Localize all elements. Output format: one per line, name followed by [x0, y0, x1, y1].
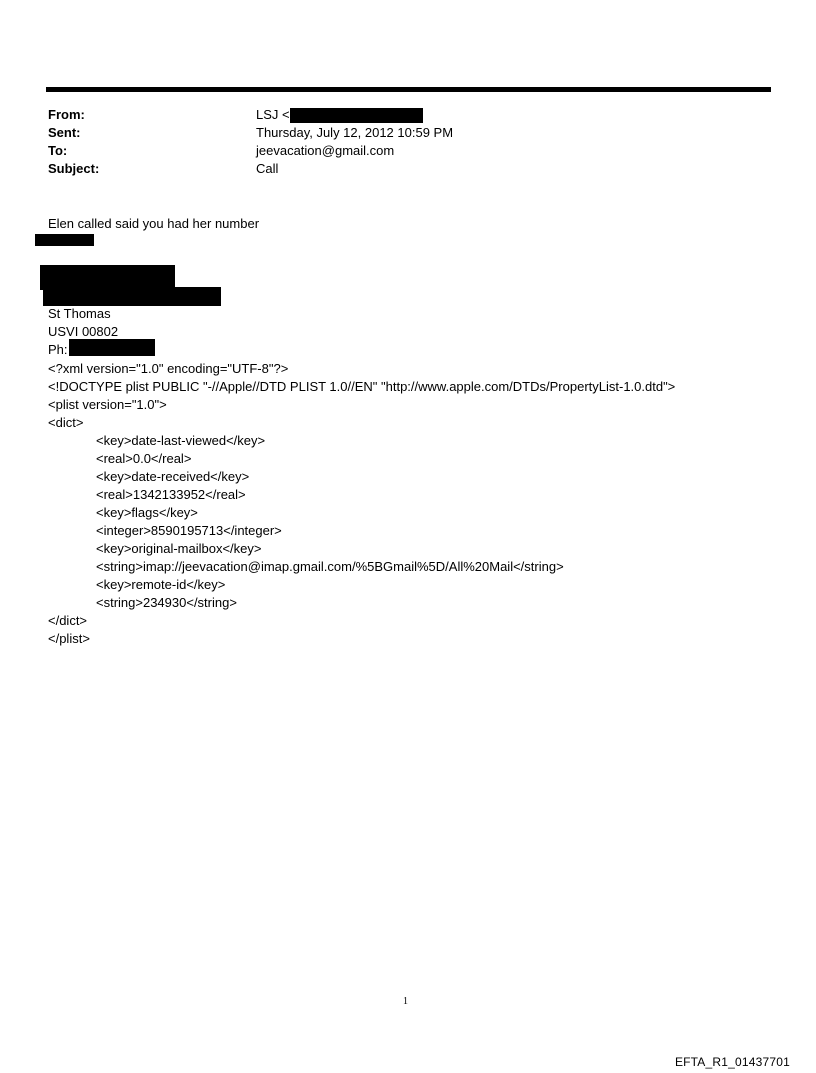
sent-label: Sent: — [48, 125, 81, 140]
message-text: Elen called said you had her number — [48, 216, 260, 231]
plist-dict-line: <key>flags</key> — [96, 505, 198, 520]
plist-doctype: <!DOCTYPE plist PUBLIC "-//Apple//DTD PLIST 1.0//EN" "http://www.apple.com/DTDs/PropertyList-1.0.dtd"> — [48, 379, 676, 394]
from-email-redaction — [290, 108, 423, 123]
to-row — [48, 142, 748, 160]
address-postal: USVI 00802 — [48, 324, 119, 339]
sent-row — [48, 124, 748, 142]
header-rule — [46, 87, 771, 92]
plist-xml-declaration: <?xml version="1.0" encoding="UTF-8"?> — [48, 361, 289, 376]
to-value: jeevacation@gmail.com — [256, 143, 395, 158]
from-value — [256, 106, 423, 124]
plist-dict-line: <string>imap://jeevacation@imap.gmail.com/%5BGmail%5D/All%20Mail</string> — [96, 559, 564, 574]
plist-dict-line: <key>remote-id</key> — [96, 577, 226, 592]
from-label: From: — [48, 107, 85, 122]
plist-dict-line: <key>date-received</key> — [96, 469, 250, 484]
plist-open-tag: <plist version="1.0"> — [48, 397, 167, 412]
phone-label: Ph: — [48, 342, 68, 357]
subject-row — [48, 160, 748, 178]
phone-line — [48, 341, 68, 359]
to-label: To: — [48, 143, 68, 158]
from-name: LSJ < — [256, 107, 290, 122]
sent-value: Thursday, July 12, 2012 10:59 PM — [256, 125, 454, 140]
dict-open-tag: <dict> — [48, 415, 84, 430]
plist-dict-line: <string>234930</string> — [96, 595, 237, 610]
plist-close-tag: </plist> — [48, 631, 90, 646]
subject-label: Subject: — [48, 161, 100, 176]
from-row — [48, 106, 748, 124]
plist-dict-line: <key>original-mailbox</key> — [96, 541, 262, 556]
address-city: St Thomas — [48, 306, 111, 321]
plist-dict-line: <key>date-last-viewed</key> — [96, 433, 266, 448]
signature-redaction-3 — [43, 287, 221, 306]
bates-number: EFTA_R1_01437701 — [674, 1055, 790, 1069]
dict-close-tag: </dict> — [48, 613, 88, 628]
subject-value: Call — [256, 161, 279, 176]
phone-redaction — [69, 339, 155, 356]
page-number: 1 — [403, 996, 408, 1007]
plist-dict-line: <integer>8590195713</integer> — [96, 523, 282, 538]
plist-dict-line: <real>0.0</real> — [96, 451, 192, 466]
plist-dict-line: <real>1342133952</real> — [96, 487, 246, 502]
signature-redaction-1 — [35, 234, 94, 246]
